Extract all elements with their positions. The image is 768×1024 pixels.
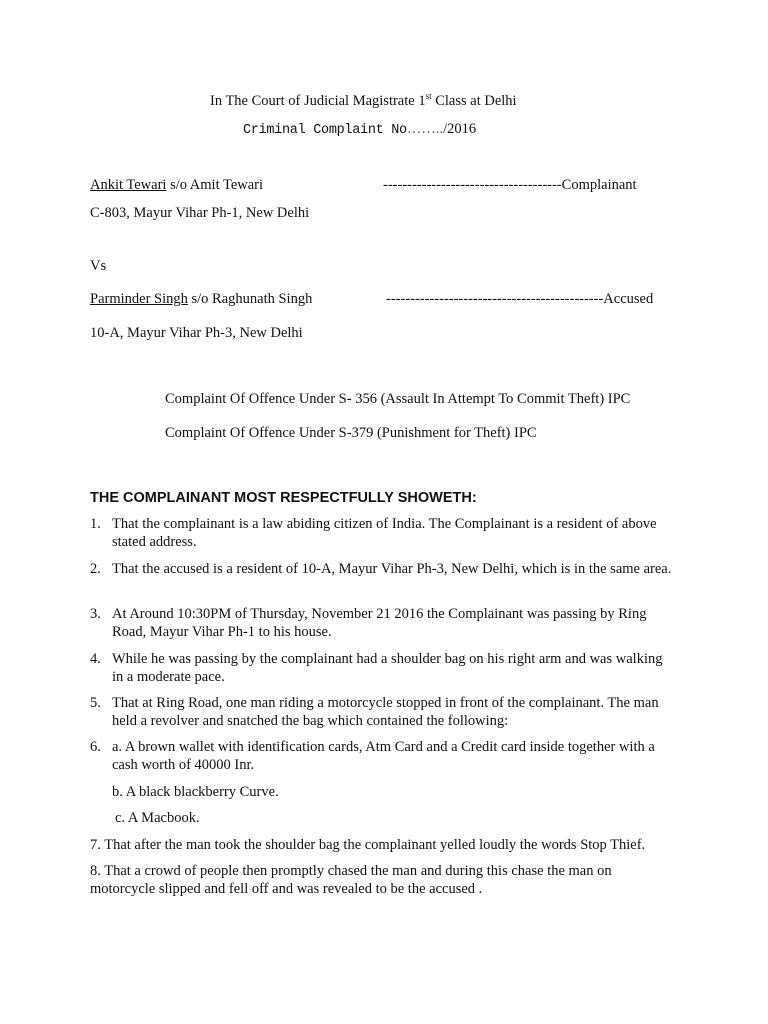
complainant-name: Ankit Tewari	[90, 177, 167, 193]
sub-item-b: b. A black blackberry Curve.	[112, 784, 279, 800]
list-item-text: That at Ring Road, one man riding a motorcycle stopped in front of the complainant. The man held a revolver and snatched the bag which contained the following:	[112, 695, 659, 729]
court-title-prefix: In The Court of Judicial Magistrate 1	[210, 93, 426, 109]
complaint-number-dots: ……..	[406, 121, 444, 137]
complainant-address: C-803, Mayur Vihar Ph-1, New Delhi	[90, 205, 310, 221]
accused-relation: s/o Raghunath Singh	[187, 291, 313, 307]
complainant-line	[90, 176, 263, 194]
list-item-number: 5.	[90, 695, 101, 711]
accused-role: ---------------------------------------------Accused	[386, 291, 654, 307]
accused-line	[90, 290, 312, 308]
list-item-number: 3.	[90, 606, 101, 622]
paragraph-7: 7. That after the man took the shoulder bag the complainant yelled loudly the words Stop Thief.	[90, 837, 646, 853]
court-title	[210, 92, 517, 110]
list-item-text: a. A brown wallet with identification cards, Atm Card and a Credit card inside together with a cash worth of 40000 Inr.	[112, 739, 655, 773]
complaint-number-year: /2016	[443, 121, 477, 137]
complaint-number-label: Criminal Complaint No	[243, 123, 407, 138]
court-title-sup: st	[425, 91, 432, 101]
list-item-number: 1.	[90, 516, 101, 532]
complainant-role: -------------------------------------Complainant	[383, 177, 637, 193]
accused-name: Parminder Singh	[90, 291, 188, 307]
list-item-number: 4.	[90, 651, 101, 667]
sub-item-c: c. A Macbook.	[115, 810, 200, 826]
list-item-text: At Around 10:30PM of Thursday, November 21 2016 the Complainant was passing by Ring Road, Mayur Vihar Ph-1 to his house.	[112, 606, 647, 640]
paragraph-8: 8. That a crowd of people then promptly chased the man and during this chase the man on motorcycle slipped and fell off and was revealed to be the accused .	[90, 863, 612, 897]
section-heading: THE COMPLAINANT MOST RESPECTFULLY SHOWETH:	[90, 490, 477, 506]
list-item-text: That the accused is a resident of 10-A, Mayur Vihar Ph-3, New Delhi, which is in the same area.	[112, 561, 672, 577]
complaint-number	[243, 120, 476, 140]
court-title-suffix: Class at Delhi	[431, 93, 517, 109]
list-item-text: That the complainant is a law abiding citizen of India. The Complainant is a resident of above stated address.	[112, 516, 657, 550]
list-item-number: 2.	[90, 561, 101, 577]
list-item-number: 6.	[90, 739, 101, 755]
complainant-relation: s/o Amit Tewari	[166, 177, 264, 193]
offence-line-1: Complaint Of Offence Under S- 356 (Assault In Attempt To Commit Theft) IPC	[165, 391, 631, 407]
list-item-text: While he was passing by the complainant had a shoulder bag on his right arm and was walking in a moderate pace.	[112, 651, 663, 685]
accused-address: 10-A, Mayur Vihar Ph-3, New Delhi	[90, 325, 303, 341]
offence-line-2: Complaint Of Offence Under S-379 (Punishment for Theft) IPC	[165, 425, 537, 441]
versus-label: Vs	[90, 258, 107, 274]
